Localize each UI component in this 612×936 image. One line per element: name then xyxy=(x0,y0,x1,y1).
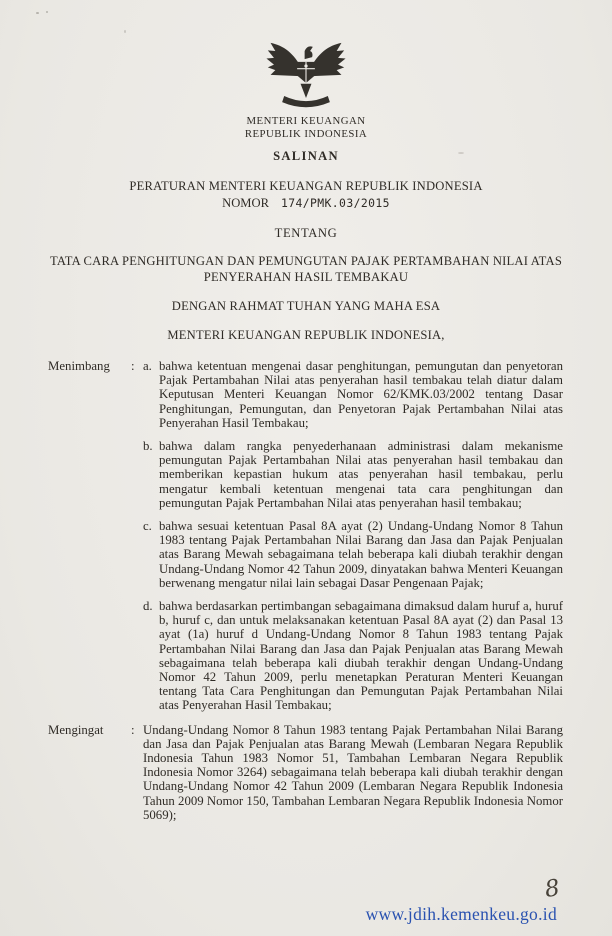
menimbang-item-b xyxy=(143,439,563,510)
item-text: bahwa dalam rangka penyederhanaan administrasi dalam mekanisme pemungutan Pajak Pertambahan Nilai atas penyerahan hasil tembakau dan memberikan kepastian hukum atas penyerahan hasil tembakau, perlu mengatur kembali ketentuan mengenai tata cara penghitungan dan pemungutan Pajak Pertambahan Nilai atas penyerahan hasil tembakau; xyxy=(159,439,563,510)
regulation-title: PERATURAN MENTERI KEUANGAN REPUBLIK INDONESIA xyxy=(129,179,483,193)
mengingat-text: Undang-Undang Nomor 8 Tahun 1983 tentang Pajak Pertambahan Nilai Barang dan Jasa dan Pajak Penjualan atas Barang Mewah (Lembaran Negara Republik Indonesia Tahun 1983 Nomor 51, Tambahan Lembaran Negara Republik Indonesia Nomor 3264) sebagaimana telah beberapa kali diubah terakhir dengan Undang-Undang Nomor 42 Tahun 2009 (Lembaran Negara Republik Indonesia Tahun 2009 Nomor 150, Tambahan Lembaran Negara Republik Indonesia Nomor 5069); xyxy=(143,722,563,822)
scan-artifact xyxy=(124,30,126,33)
handwritten-mark: 8 xyxy=(543,875,562,903)
item-marker: d. xyxy=(143,599,153,614)
issuer-line: MENTERI KEUANGAN REPUBLIK INDONESIA, xyxy=(167,328,445,342)
item-marker: a. xyxy=(143,359,152,373)
mengingat-content xyxy=(143,723,563,822)
scan-artifact xyxy=(46,11,48,13)
scan-artifact xyxy=(36,12,39,14)
mengingat-label: Mengingat xyxy=(48,722,104,737)
mengingat-colon: : xyxy=(131,722,135,737)
regulation-subject: TATA CARA PENGHITUNGAN DAN PEMUNGUTAN PAJAK PERTAMBAHAN NILAI ATAS PENYERAHAN HASIL TEMBAKAU xyxy=(49,254,563,284)
document-body xyxy=(0,359,612,822)
ministry-name-line2: REPUBLIK INDONESIA xyxy=(244,127,368,140)
garuda-pancasila-emblem-icon xyxy=(0,36,612,111)
salinan-label: SALINAN xyxy=(273,149,339,163)
regulation-number: 174/PMK.03/2015 xyxy=(281,196,390,210)
menimbang-items xyxy=(143,359,563,713)
jdih-link[interactable]: www.jdih.kemenkeu.go.id xyxy=(365,904,557,924)
menimbang-item-d xyxy=(143,599,563,713)
menimbang-item-a xyxy=(143,359,563,430)
mengingat-section xyxy=(48,723,563,822)
item-text: bahwa sesuai ketentuan Pasal 8A ayat (2) Undang-Undang Nomor 8 Tahun 1983 tentang Pajak Pertambahan Nilai Barang dan Jasa dan Pajak Penjualan atas Barang Mewah sebagaimana telah beberapa kali diubah terakhir dengan Undang-Undang Nomor 42 Tahun 2009, dinyatakan bahwa Menteri Keuangan berwenang mengatur nilai lain sebagai Dasar Pengenaan Pajak; xyxy=(159,519,563,590)
item-text: bahwa ketentuan mengenai dasar penghitungan, pemungutan dan penyetoran Pajak Pertambahan Nilai atas penyerahan hasil tembakau telah diatur dalam Keputusan Menteri Keuangan Nomor 62/KMK.03/2002 tentang Dasar Penghitungan, Pemungutan, dan Penyetoran Pajak Pertambahan Nilai atas Penyerahan Hasil Tembakau; xyxy=(159,359,563,430)
item-marker: c. xyxy=(143,519,152,534)
scan-artifact xyxy=(458,152,464,154)
regulation-number-line xyxy=(0,196,612,211)
menimbang-section xyxy=(48,359,563,713)
tentang-label: TENTANG xyxy=(274,226,338,240)
nomor-label: NOMOR xyxy=(222,196,269,210)
ministry-name-line1: MENTERI KEUANGAN xyxy=(246,115,366,127)
document-header xyxy=(0,0,612,343)
menimbang-item-c xyxy=(143,519,563,590)
grace-line: DENGAN RAHMAT TUHAN YANG MAHA ESA xyxy=(171,299,441,313)
item-text: bahwa berdasarkan pertimbangan sebagaimana dimaksud dalam huruf a, huruf b, huruf c, dan untuk melaksanakan ketentuan Pasal 8A ayat (2) dan Pasal 13 ayat (1a) huruf d Undang-Undang Nomor 8 Tahun 1983 tentang Pajak Pertambahan Nilai Barang dan Jasa dan Pajak Penjualan atas Barang Mewah sebagaimana telah beberapa kali diubah terakhir dengan Undang-Undang Nomor 42 Tahun 2009, perlu menetapkan Peraturan Menteri Keuangan tentang Tata Cara Penghitungan dan Pemungutan Pajak Pertambahan Nilai atas Penyerahan Hasil Tembakau; xyxy=(159,599,563,713)
menimbang-label: Menimbang xyxy=(48,359,110,373)
menimbang-colon: : xyxy=(131,359,135,373)
item-marker: b. xyxy=(143,439,153,454)
